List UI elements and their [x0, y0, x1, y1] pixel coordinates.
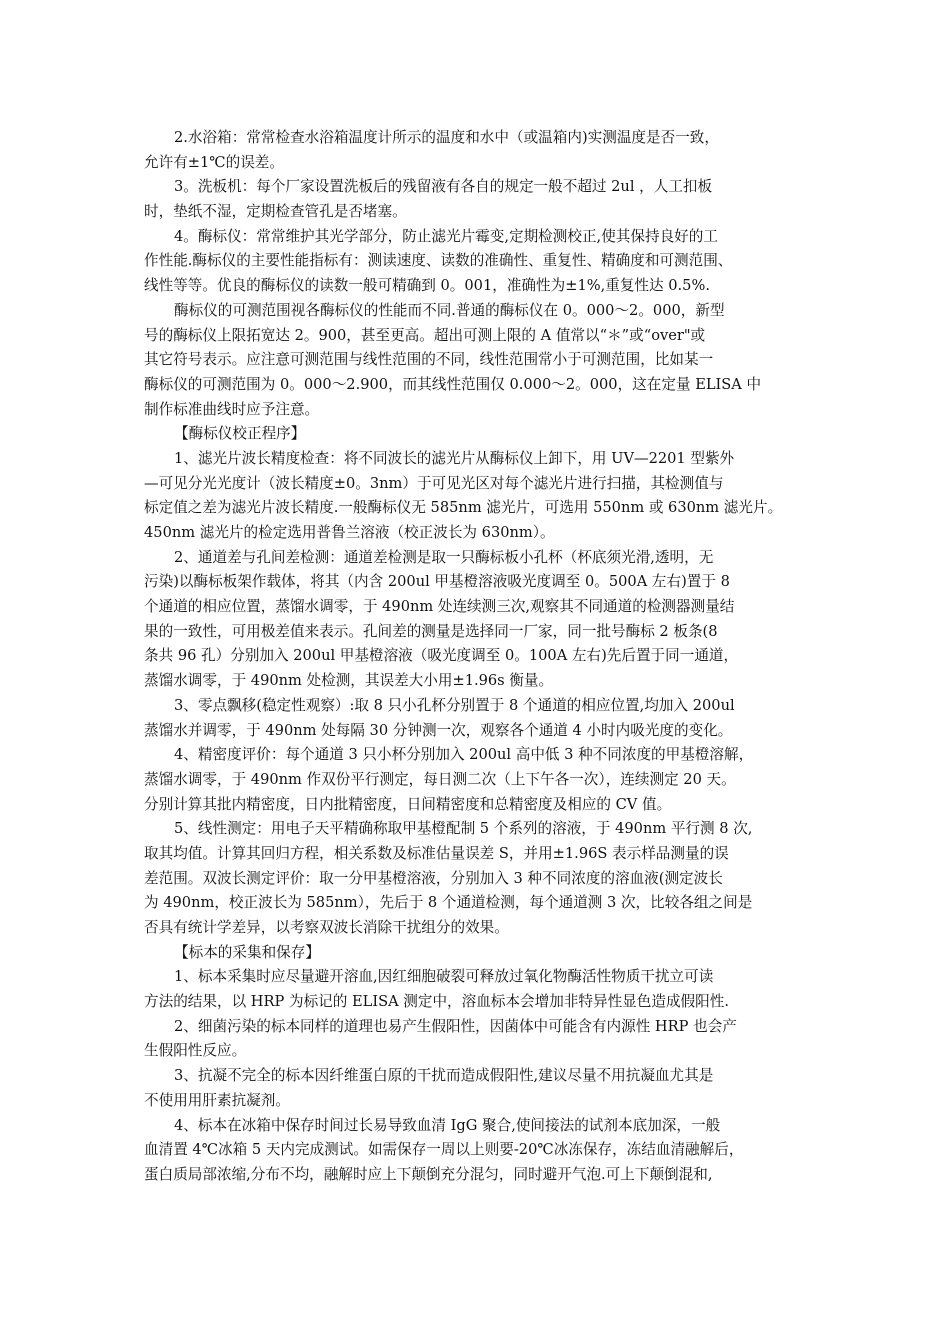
text-line: 2.水浴箱：常常检查水浴箱温度计所示的温度和水中（或温箱内)实测温度是否一致，	[174, 129, 719, 146]
text-line: 1、标本采集时应尽量避开溶血,因红细胞破裂可释放过氧化物酶活性物质干扰立可读	[174, 968, 714, 986]
text-line: 血清置 4℃冰箱 5 天内完成测试。如需保存一周以上则要-20℃冰冻保存，冻结血清融解后，	[144, 1141, 744, 1159]
text-line: 分别计算其批内精密度，日内批精密度，日间精密度和总精密度及相应的 CV 值。	[144, 795, 672, 813]
document-body	[144, 126, 812, 1188]
text-line: 2、细菌污染的标本同样的道理也易产生假阳性，因菌体中可能含有内源性 HRP 也会产	[174, 1017, 737, 1035]
text-line: 个通道的相应位置，蒸馏水调零，于 490nm 处连续测三次,观察其不同通道的检测器测量结	[144, 598, 735, 616]
text-line: 果的一致性，可用极差值来表示。孔间差的测量是选择同一厂家，同一批号酶标 2 板条(8	[144, 622, 718, 640]
text-line: 条共 96 孔）分别加入 200ul 甲基橙溶液（吸光度调至 0。100A 左右)先后置于同一通道，	[144, 647, 739, 665]
text-line: 允许有±1℃的误差。	[144, 153, 284, 171]
text-line: 酶标仪的可测范围为 0。000～2.900，而其线性范围仅 0.000～2。000，这在定量 ELISA 中	[144, 375, 762, 393]
text-line: 蒸馏水调零，于 490nm 处检测，其误差大小用±1.96s 衡量。	[144, 672, 554, 690]
text-line: 【标本的采集和保存】	[174, 943, 320, 961]
text-line: 蒸馏水并调零，于 490nm 处每隔 30 分钟测一次，观察各个通道 4 小时内吸光度的变化。	[144, 721, 733, 739]
text-line: 作性能.酶标仪的主要性能指标有：测读速度、读数的准确性、重复性、精确度和可测范围、	[144, 252, 733, 270]
text-line: 差范围。双波长测定评价：取一分甲基橙溶液，分别加入 3 种不同浓度的溶血液(测定波长	[144, 869, 723, 887]
text-line: 号的酶标仪上限拓宽达 2。900，甚至更高。超出可测上限的 A 值常以“＊”或“over"或	[144, 326, 706, 344]
text-line: 为 490nm，校正波长为 585nm），先后于 8 个通道检测，每个通道测 3 次，比较各组之间是	[144, 894, 753, 912]
text-line: 3、零点飘移(稳定性观察）:取 8 只小孔杯分别置于 8 个通道的相应位置,均加入 200ul	[174, 696, 735, 714]
text-line: 不使用用肝素抗凝剂。	[144, 1091, 290, 1109]
text-line: 线性等等。优良的酶标仪的读数一般可精确到 0。001，准确性为±1%,重复性达 0.5%.	[144, 277, 710, 295]
text-line: —可见分光光度计（波长精度±0。3nm）于可见光区对每个滤光片进行扫描，其检测值与	[144, 474, 724, 492]
text-line: 3。洗板机：每个厂家设置洗板后的残留液有各自的规定一般不超过 2ul ，人工扣板	[174, 178, 713, 196]
text-line: 蛋白质局部浓缩,分布不均，融解时应上下颠倒充分混匀，同时避开气泡.可上下颠倒混和,	[144, 1165, 713, 1183]
text-line: 酶标仪的可测范围视各酶标仪的性能而不同.普通的酶标仪在 0。000～2。000，新型	[174, 301, 725, 319]
text-line: 否具有统计学差异，以考察双波长消除干扰组分的效果。	[144, 919, 509, 936]
text-line: 450nm 滤光片的检定选用普鲁兰溶液（校正波长为 630nm）。	[144, 524, 555, 541]
text-line: 5、线性测定：用电子天平精确称取甲基橙配制 5 个系列的溶液，于 490nm 平行测 8 次,	[174, 820, 753, 838]
text-line: 【酶标仪校正程序】	[174, 425, 306, 443]
text-line: 其它符号表示。应注意可测范围与线性范围的不同，线性范围常小于可测范围，比如某一	[144, 351, 714, 369]
text-line: 方法的结果，以 HRP 为标记的 ELISA 测定中，溶血标本会增加非特异性显色造成假阳性.	[144, 993, 729, 1011]
text-line: 4、标本在冰箱中保存时间过长易导致血清 IgG 聚合,使间接法的试剂本底加深，一般	[174, 1116, 721, 1134]
text-line: 2、通道差与孔间差检测：通道差检测是取一只酶标板小孔杯（杯底须光滑,透明，无	[174, 548, 714, 566]
text-line: 标定值之差为滤光片波长精度.一般酶标仪无 585nm 滤光片，可选用 550nm 或 630nm 滤光片。	[144, 499, 783, 517]
text-line: 生假阳性反应。	[144, 1042, 247, 1060]
text-line: 污染)以酶标板架作载体，将其（内含 200ul 甲基橙溶液吸光度调至 0。500A 左右)置于 8	[144, 573, 730, 591]
text-line: 制作标准曲线时应予注意。	[144, 400, 320, 418]
text-line: 1、滤光片波长精度检查：将不同波长的滤光片从酶标仪上卸下，用 UV—2201 型紫外	[174, 449, 735, 467]
text-line: 蒸馏水调零，于 490nm 作双份平行测定，每日测二次（上下午各一次），连续测定 20 天。	[144, 770, 736, 788]
text-line: 4。酶标仪：常常维护其光学部分，防止滤光片霉变,定期检测校正,使其保持良好的工	[174, 227, 718, 245]
text-line: 取其均值。计算其回归方程，相关系数及标准估量误差 S，并用±1.96S 表示样品测量的误	[144, 844, 729, 862]
text-line: 3、抗凝不完全的标本因纤维蛋白原的干扰而造成假阳性,建议尽量不用抗凝血尤其是	[174, 1067, 714, 1085]
text-line: 4、精密度评价：每个通道 3 只小杯分别加入 200ul 高中低 3 种不同浓度的甲基橙溶解，	[174, 746, 754, 764]
text-line: 时，垫纸不湿，定期检查管孔是否堵塞。	[144, 203, 407, 221]
